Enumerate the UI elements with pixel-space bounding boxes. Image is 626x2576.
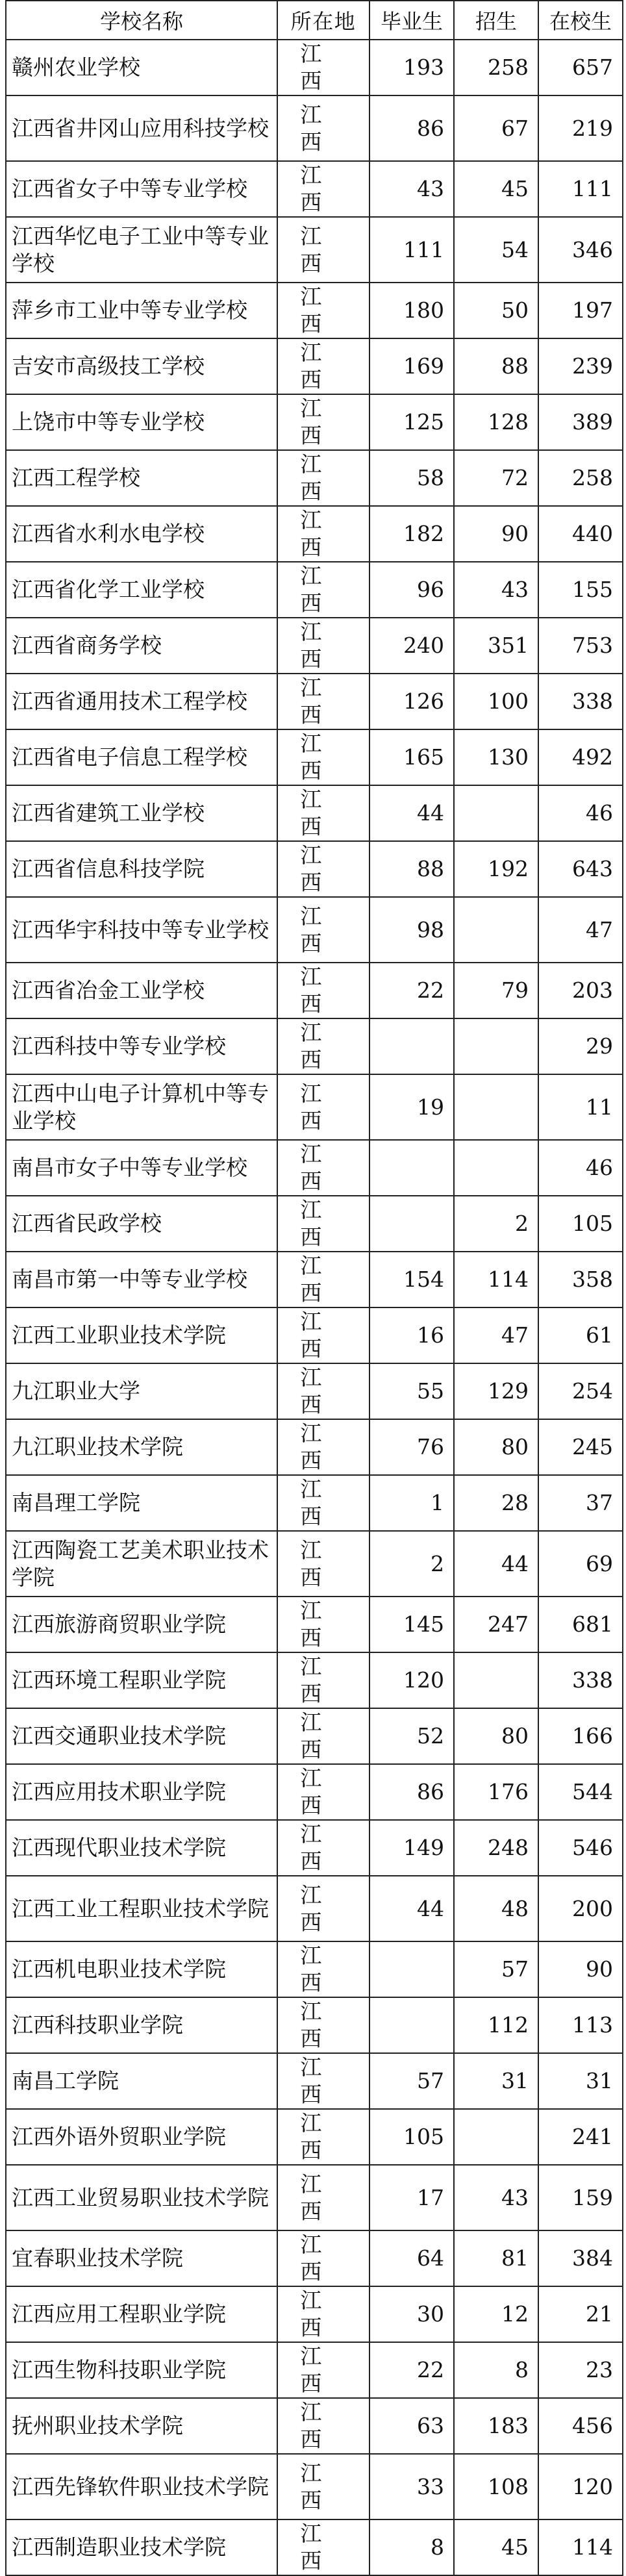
location-cell: 江西 (277, 161, 369, 217)
enrollment-cell: 8 (454, 2342, 538, 2398)
enrollment-cell (454, 785, 538, 841)
table-row (6, 1475, 623, 1531)
enrollment-cell: 129 (454, 1363, 538, 1419)
location-cell: 江西 (277, 1876, 369, 1941)
graduates-cell: 44 (369, 1876, 454, 1941)
students-cell: 46 (538, 785, 623, 841)
students-cell: 492 (538, 729, 623, 785)
students-cell: 384 (538, 2230, 623, 2286)
table-row (6, 1419, 623, 1475)
school-name-cell: 江西交通职业技术学院 (6, 1708, 277, 1764)
students-cell: 21 (538, 2286, 623, 2342)
students-cell: 681 (538, 1597, 623, 1652)
enrollment-cell: 176 (454, 1764, 538, 1820)
school-name-cell: 江西先锋软件职业技术学院 (6, 2454, 277, 2519)
graduates-cell: 125 (369, 394, 454, 450)
table-row (6, 1820, 623, 1876)
graduates-cell: 64 (369, 2230, 454, 2286)
students-cell: 239 (538, 338, 623, 394)
graduates-cell: 52 (369, 1708, 454, 1764)
table-row (6, 2109, 623, 2165)
graduates-cell: 16 (369, 1307, 454, 1363)
table-row (6, 963, 623, 1018)
enrollment-cell (454, 897, 538, 963)
school-statistics-table-container (5, 0, 622, 2576)
school-name-cell: 江西省电子信息工程学校 (6, 729, 277, 785)
enrollment-cell: 114 (454, 1252, 538, 1307)
school-name-cell: 江西中山电子计算机中等专业学校 (6, 1074, 277, 1140)
students-cell: 358 (538, 1252, 623, 1307)
students-cell: 456 (538, 2398, 623, 2454)
enrollment-cell: 81 (454, 2230, 538, 2286)
location-cell: 江西 (277, 450, 369, 506)
table-row (6, 562, 623, 618)
school-name-cell: 江西制造职业技术学院 (6, 2519, 277, 2575)
school-name-cell: 南昌理工学院 (6, 1475, 277, 1531)
students-cell: 254 (538, 1363, 623, 1419)
students-cell: 113 (538, 1997, 623, 2053)
table-row (6, 2053, 623, 2109)
table-header-row (6, 1, 623, 40)
enrollment-cell: 43 (454, 562, 538, 618)
location-cell: 江西 (277, 2109, 369, 2165)
graduates-cell: 96 (369, 562, 454, 618)
students-cell: 544 (538, 1764, 623, 1820)
table-row (6, 217, 623, 283)
graduates-cell: 1 (369, 1475, 454, 1531)
school-name-cell: 江西省商务学校 (6, 618, 277, 674)
students-cell: 69 (538, 1531, 623, 1597)
graduates-cell: 30 (369, 2286, 454, 2342)
graduates-cell: 44 (369, 785, 454, 841)
students-cell: 440 (538, 506, 623, 562)
graduates-cell: 98 (369, 897, 454, 963)
enrollment-cell: 90 (454, 506, 538, 562)
students-cell: 203 (538, 963, 623, 1018)
students-cell: 23 (538, 2342, 623, 2398)
table-row (6, 1597, 623, 1652)
graduates-cell: 57 (369, 2053, 454, 2109)
students-cell: 159 (538, 2165, 623, 2230)
enrollment-cell: 31 (454, 2053, 538, 2109)
school-name-cell: 江西省建筑工业学校 (6, 785, 277, 841)
location-cell: 江西 (277, 283, 369, 338)
graduates-cell: 17 (369, 2165, 454, 2230)
school-name-cell: 江西省水利水电学校 (6, 506, 277, 562)
school-name-cell: 吉安市高级技工学校 (6, 338, 277, 394)
location-cell: 江西 (277, 785, 369, 841)
students-cell: 46 (538, 1140, 623, 1196)
table-row (6, 1531, 623, 1597)
school-name-cell: 江西陶瓷工艺美术职业技术学院 (6, 1531, 277, 1597)
location-cell: 江西 (277, 1074, 369, 1140)
students-cell: 546 (538, 1820, 623, 1876)
students-cell: 31 (538, 2053, 623, 2109)
students-cell: 219 (538, 95, 623, 161)
location-cell: 江西 (277, 963, 369, 1018)
location-cell: 江西 (277, 618, 369, 674)
school-name-cell: 江西省冶金工业学校 (6, 963, 277, 1018)
graduates-cell: 55 (369, 1363, 454, 1419)
enrollment-cell: 79 (454, 963, 538, 1018)
location-cell: 江西 (277, 1708, 369, 1764)
graduates-cell: 33 (369, 2454, 454, 2519)
school-name-cell: 江西省通用技术工程学校 (6, 674, 277, 729)
table-row (6, 2398, 623, 2454)
header-students: 在校生 (538, 1, 623, 40)
enrollment-cell: 351 (454, 618, 538, 674)
school-statistics-table (5, 0, 623, 2576)
location-cell: 江西 (277, 2342, 369, 2398)
students-cell: 37 (538, 1475, 623, 1531)
students-cell: 166 (538, 1708, 623, 1764)
enrollment-cell: 12 (454, 2286, 538, 2342)
enrollment-cell (454, 1652, 538, 1708)
students-cell: 643 (538, 841, 623, 897)
location-cell: 江西 (277, 1531, 369, 1597)
table-row (6, 1876, 623, 1941)
enrollment-cell: 2 (454, 1196, 538, 1252)
table-row (6, 2230, 623, 2286)
table-row (6, 674, 623, 729)
students-cell: 657 (538, 40, 623, 95)
location-cell: 江西 (277, 394, 369, 450)
school-name-cell: 江西应用技术职业学院 (6, 1764, 277, 1820)
school-name-cell: 江西环境工程职业学院 (6, 1652, 277, 1708)
graduates-cell: 2 (369, 1531, 454, 1597)
header-location: 所在地 (277, 1, 369, 40)
table-row (6, 40, 623, 95)
graduates-cell: 169 (369, 338, 454, 394)
location-cell: 江西 (277, 1140, 369, 1196)
graduates-cell (369, 1018, 454, 1074)
graduates-cell: 63 (369, 2398, 454, 2454)
school-name-cell: 萍乡市工业中等专业学校 (6, 283, 277, 338)
students-cell: 29 (538, 1018, 623, 1074)
graduates-cell: 193 (369, 40, 454, 95)
enrollment-cell: 108 (454, 2454, 538, 2519)
table-row (6, 450, 623, 506)
table-row (6, 1997, 623, 2053)
table-row (6, 618, 623, 674)
enrollment-cell: 57 (454, 1941, 538, 1997)
graduates-cell: 22 (369, 963, 454, 1018)
students-cell: 90 (538, 1941, 623, 1997)
school-name-cell: 江西工程学校 (6, 450, 277, 506)
table-row (6, 1018, 623, 1074)
students-cell: 338 (538, 1652, 623, 1708)
location-cell: 江西 (277, 1652, 369, 1708)
students-cell: 346 (538, 217, 623, 283)
enrollment-cell: 258 (454, 40, 538, 95)
enrollment-cell (454, 1074, 538, 1140)
school-name-cell: 江西省民政学校 (6, 1196, 277, 1252)
school-name-cell: 上饶市中等专业学校 (6, 394, 277, 450)
school-name-cell: 抚州职业技术学院 (6, 2398, 277, 2454)
school-name-cell: 江西机电职业技术学院 (6, 1941, 277, 1997)
students-cell: 389 (538, 394, 623, 450)
table-row (6, 785, 623, 841)
graduates-cell (369, 1140, 454, 1196)
location-cell: 江西 (277, 1820, 369, 1876)
location-cell: 江西 (277, 506, 369, 562)
location-cell: 江西 (277, 562, 369, 618)
location-cell: 江西 (277, 729, 369, 785)
location-cell: 江西 (277, 1307, 369, 1363)
school-name-cell: 宜春职业技术学院 (6, 2230, 277, 2286)
table-row (6, 2519, 623, 2575)
table-row (6, 1941, 623, 1997)
location-cell: 江西 (277, 1419, 369, 1475)
students-cell: 61 (538, 1307, 623, 1363)
location-cell: 江西 (277, 1363, 369, 1419)
enrollment-cell: 43 (454, 2165, 538, 2230)
enrollment-cell: 54 (454, 217, 538, 283)
table-row (6, 161, 623, 217)
students-cell: 155 (538, 562, 623, 618)
enrollment-cell: 28 (454, 1475, 538, 1531)
table-row (6, 1252, 623, 1307)
enrollment-cell: 100 (454, 674, 538, 729)
graduates-cell: 111 (369, 217, 454, 283)
location-cell: 江西 (277, 1941, 369, 1997)
enrollment-cell: 72 (454, 450, 538, 506)
graduates-cell: 145 (369, 1597, 454, 1652)
table-row (6, 1708, 623, 1764)
graduates-cell (369, 1997, 454, 2053)
graduates-cell (369, 1941, 454, 1997)
header-school-name: 学校名称 (6, 1, 277, 40)
header-enrollment: 招生 (454, 1, 538, 40)
location-cell: 江西 (277, 841, 369, 897)
graduates-cell: 126 (369, 674, 454, 729)
location-cell: 江西 (277, 1997, 369, 2053)
table-row (6, 338, 623, 394)
table-row (6, 1363, 623, 1419)
location-cell: 江西 (277, 897, 369, 963)
location-cell: 江西 (277, 2053, 369, 2109)
students-cell: 111 (538, 161, 623, 217)
table-row (6, 2165, 623, 2230)
school-name-cell: 南昌市第一中等专业学校 (6, 1252, 277, 1307)
location-cell: 江西 (277, 95, 369, 161)
school-name-cell: 江西生物科技职业学院 (6, 2342, 277, 2398)
school-name-cell: 九江职业大学 (6, 1363, 277, 1419)
graduates-cell: 58 (369, 450, 454, 506)
graduates-cell: 76 (369, 1419, 454, 1475)
table-row (6, 841, 623, 897)
enrollment-cell (454, 1140, 538, 1196)
students-cell: 120 (538, 2454, 623, 2519)
table-row (6, 1764, 623, 1820)
graduates-cell: 240 (369, 618, 454, 674)
students-cell: 11 (538, 1074, 623, 1140)
school-name-cell: 江西旅游商贸职业学院 (6, 1597, 277, 1652)
school-name-cell: 江西华宇科技中等专业学校 (6, 897, 277, 963)
enrollment-cell: 130 (454, 729, 538, 785)
location-cell: 江西 (277, 2519, 369, 2575)
school-name-cell: 江西工业工程职业技术学院 (6, 1876, 277, 1941)
enrollment-cell: 47 (454, 1307, 538, 1363)
school-name-cell: 江西科技职业学院 (6, 1997, 277, 2053)
table-row (6, 95, 623, 161)
header-graduates: 毕业生 (369, 1, 454, 40)
graduates-cell: 149 (369, 1820, 454, 1876)
school-name-cell: 江西应用工程职业学院 (6, 2286, 277, 2342)
graduates-cell: 165 (369, 729, 454, 785)
table-row (6, 283, 623, 338)
students-cell: 105 (538, 1196, 623, 1252)
students-cell: 245 (538, 1419, 623, 1475)
school-name-cell: 江西工业职业技术学院 (6, 1307, 277, 1363)
enrollment-cell: 80 (454, 1708, 538, 1764)
table-row (6, 897, 623, 963)
graduates-cell: 105 (369, 2109, 454, 2165)
graduates-cell: 120 (369, 1652, 454, 1708)
location-cell: 江西 (277, 1597, 369, 1652)
students-cell: 241 (538, 2109, 623, 2165)
table-row (6, 2342, 623, 2398)
students-cell: 258 (538, 450, 623, 506)
graduates-cell: 19 (369, 1074, 454, 1140)
location-cell: 江西 (277, 338, 369, 394)
location-cell: 江西 (277, 2165, 369, 2230)
graduates-cell: 154 (369, 1252, 454, 1307)
school-name-cell: 江西外语外贸职业学院 (6, 2109, 277, 2165)
enrollment-cell: 45 (454, 2519, 538, 2575)
school-name-cell: 江西省信息科技学院 (6, 841, 277, 897)
table-row (6, 729, 623, 785)
table-row (6, 1140, 623, 1196)
location-cell: 江西 (277, 1196, 369, 1252)
students-cell: 338 (538, 674, 623, 729)
school-name-cell: 九江职业技术学院 (6, 1419, 277, 1475)
graduates-cell: 88 (369, 841, 454, 897)
graduates-cell: 8 (369, 2519, 454, 2575)
students-cell: 753 (538, 618, 623, 674)
location-cell: 江西 (277, 2230, 369, 2286)
graduates-cell: 86 (369, 1764, 454, 1820)
enrollment-cell: 48 (454, 1876, 538, 1941)
enrollment-cell (454, 2109, 538, 2165)
graduates-cell (369, 1196, 454, 1252)
table-body (6, 40, 623, 2575)
location-cell: 江西 (277, 2454, 369, 2519)
location-cell: 江西 (277, 2398, 369, 2454)
enrollment-cell: 45 (454, 161, 538, 217)
school-name-cell: 江西科技中等专业学校 (6, 1018, 277, 1074)
table-row (6, 506, 623, 562)
location-cell: 江西 (277, 1475, 369, 1531)
location-cell: 江西 (277, 2286, 369, 2342)
school-name-cell: 江西现代职业技术学院 (6, 1820, 277, 1876)
graduates-cell: 86 (369, 95, 454, 161)
location-cell: 江西 (277, 674, 369, 729)
enrollment-cell: 128 (454, 394, 538, 450)
enrollment-cell: 183 (454, 2398, 538, 2454)
location-cell: 江西 (277, 217, 369, 283)
school-name-cell: 江西省化学工业学校 (6, 562, 277, 618)
graduates-cell: 43 (369, 161, 454, 217)
graduates-cell: 180 (369, 283, 454, 338)
school-name-cell: 江西省女子中等专业学校 (6, 161, 277, 217)
table-row (6, 1652, 623, 1708)
graduates-cell: 22 (369, 2342, 454, 2398)
location-cell: 江西 (277, 1252, 369, 1307)
enrollment-cell: 88 (454, 338, 538, 394)
graduates-cell: 182 (369, 506, 454, 562)
table-row (6, 1307, 623, 1363)
students-cell: 197 (538, 283, 623, 338)
location-cell: 江西 (277, 40, 369, 95)
enrollment-cell: 80 (454, 1419, 538, 1475)
school-name-cell: 江西工业贸易职业技术学院 (6, 2165, 277, 2230)
school-name-cell: 赣州农业学校 (6, 40, 277, 95)
enrollment-cell: 44 (454, 1531, 538, 1597)
enrollment-cell: 247 (454, 1597, 538, 1652)
table-row (6, 394, 623, 450)
school-name-cell: 南昌工学院 (6, 2053, 277, 2109)
table-row (6, 2454, 623, 2519)
school-name-cell: 江西华忆电子工业中等专业学校 (6, 217, 277, 283)
enrollment-cell: 50 (454, 283, 538, 338)
students-cell: 47 (538, 897, 623, 963)
enrollment-cell: 192 (454, 841, 538, 897)
enrollment-cell: 67 (454, 95, 538, 161)
students-cell: 114 (538, 2519, 623, 2575)
location-cell: 江西 (277, 1764, 369, 1820)
table-row (6, 1196, 623, 1252)
table-row (6, 1074, 623, 1140)
enrollment-cell (454, 1018, 538, 1074)
location-cell: 江西 (277, 1018, 369, 1074)
enrollment-cell: 248 (454, 1820, 538, 1876)
table-row (6, 2286, 623, 2342)
students-cell: 200 (538, 1876, 623, 1941)
school-name-cell: 南昌市女子中等专业学校 (6, 1140, 277, 1196)
enrollment-cell: 112 (454, 1997, 538, 2053)
school-name-cell: 江西省井冈山应用科技学校 (6, 95, 277, 161)
